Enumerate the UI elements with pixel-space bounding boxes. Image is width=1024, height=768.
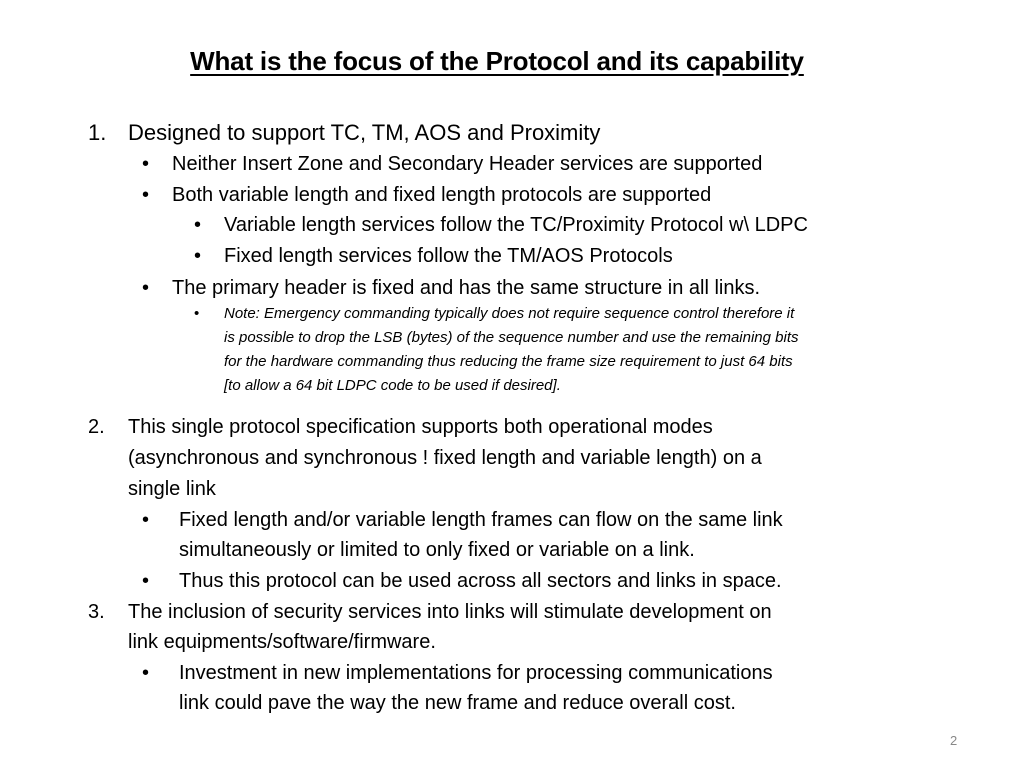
- item-1-sub-2: Both variable length and fixed length protocols are supported: [172, 184, 712, 206]
- page-number: 2: [950, 733, 958, 748]
- item-1-sub-1: Neither Insert Zone and Secondary Header services are supported: [172, 153, 763, 175]
- note-line-2: is possible to drop the LSB (bytes) of the sequence number and use the remaining bits: [224, 329, 799, 346]
- note-line-1: Note: Emergency commanding typically does not require sequence control therefore it: [224, 305, 795, 322]
- item-2-sub-2-line-1: Thus this protocol can be used across all sectors and links in space.: [179, 570, 782, 592]
- item-2-line-3: single link: [128, 478, 216, 500]
- bullet: •: [142, 662, 150, 684]
- bullet: •: [194, 214, 202, 236]
- note-line-3: for the hardware commanding thus reducing the frame size requirement to just 64 bits: [224, 353, 793, 370]
- note-line-4: [to allow a 64 bit LDPC code to be used if desired].: [224, 377, 561, 394]
- item-2-sub-1-line-1: Fixed length and/or variable length frames can flow on the same link: [179, 509, 783, 531]
- item-3-line-2: link equipments/software/firmware.: [128, 631, 436, 653]
- item-2-line-1: This single protocol specification supports both operational modes: [128, 416, 713, 438]
- item-1-sub-3: The primary header is fixed and has the same structure in all links.: [172, 277, 761, 299]
- item-1-number: 1.: [88, 120, 107, 145]
- bullet: •: [142, 570, 150, 592]
- slide-title: What is the focus of the Protocol and its capability: [190, 46, 804, 76]
- bullet: •: [194, 305, 200, 322]
- item-1-subsub-1: Variable length services follow the TC/Proximity Protocol w\ LDPC: [224, 214, 808, 236]
- item-2-number: 2.: [88, 416, 105, 438]
- item-3-number: 3.: [88, 601, 105, 623]
- bullet: •: [142, 153, 150, 175]
- item-1-subsub-2: Fixed length services follow the TM/AOS Protocols: [224, 245, 673, 267]
- bullet: •: [142, 277, 150, 299]
- item-2-line-2: (asynchronous and synchronous ! fixed length and variable length) on a: [128, 447, 762, 469]
- bullet: •: [142, 184, 150, 206]
- item-2-sub-1-line-2: simultaneously or limited to only fixed or variable on a link.: [179, 539, 695, 561]
- item-3-sub-1-line-1: Investment in new implementations for processing communications: [179, 662, 773, 684]
- bullet: •: [194, 245, 202, 267]
- item-3-line-1: The inclusion of security services into links will stimulate development on: [128, 601, 772, 623]
- item-3-sub-1-line-2: link could pave the way the new frame and reduce overall cost.: [179, 692, 736, 714]
- item-1-text: Designed to support TC, TM, AOS and Proximity: [128, 120, 601, 145]
- bullet: •: [142, 509, 150, 531]
